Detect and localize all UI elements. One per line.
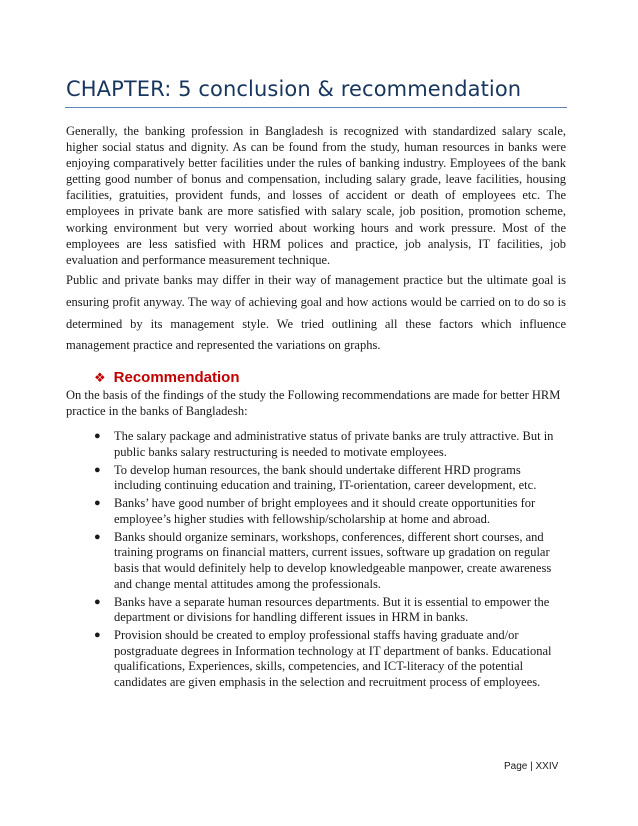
list-item xyxy=(66,595,566,626)
list-item xyxy=(66,463,566,494)
round-bullet-icon: ● xyxy=(94,497,101,510)
list-item-text: Banks should organize seminars, workshops, conferences, different short courses, and training programs on financial matters, current issues, software up gradation on regular basis that would definitely help to develop knowledgeable manpower, create awareness and change mental attitudes among the professionals. xyxy=(114,529,552,591)
recommendation-list xyxy=(66,429,566,693)
diamond-bullet-icon: ❖ xyxy=(94,370,106,385)
round-bullet-icon: ● xyxy=(94,629,101,642)
round-bullet-icon: ● xyxy=(94,595,101,608)
list-item-text: Banks’ have good number of bright employees and it should create opportunities for employee’s higher studies with fellowship/scholarship at home and abroad. xyxy=(114,496,536,526)
list-item xyxy=(66,429,566,460)
round-bullet-icon: ● xyxy=(94,530,101,543)
recommendation-intro: On the basis of the findings of the study the Following recommendations are made for better HRM practice in the banks of Bangladesh: xyxy=(66,388,561,419)
recommendation-heading-label: Recommendation xyxy=(113,369,240,386)
list-item xyxy=(66,530,566,592)
title-underline xyxy=(65,107,567,108)
round-bullet-icon: ● xyxy=(94,430,101,442)
list-item xyxy=(66,496,566,527)
list-item-text: Provision should be created to employ professional staffs having graduate and/or postgraduate degrees in Information technology at IT department of banks. Educational qualifications, Experiences, skills, competencies, and ICT-literacy of the potential candidates are given emphasis in the selection and recruitment process of employees. xyxy=(114,628,552,689)
list-item-text: The salary package and administrative status of private banks are truly attractive. But in public banks salary restructuring is needed to motivate employees. xyxy=(114,429,554,459)
conclusion-paragraph-2: Public and private banks may differ in their way of management practice but the ultimate goal is ensuring profit anyway. The way of achieving goal and how actions would be carried on to do so is determined by its management style. We tried outlining all these factors which influence management practice and represented the variations on graphs. xyxy=(66,273,566,353)
conclusion-paragraph-1: Generally, the banking profession in Bangladesh is recognized with standardized salary scale, higher social status and dignity. As can be found from the study, human resources in banks were enjoying comparatively better facilities under the rules of banking industry. Employees of the bank getting good number of bonus and compensation, including salary grade, leave facilities, housing facilities, gratuities, provident funds, and losses of accident or death of employees etc. The employees in private bank are more satisfied with salary scale, job position, promotion scheme, working environment but very worried about working hours and work pressure. Most of the employees are less satisfied with HRM polices and practice, job analysis, IT facilities, job evaluation and performance measurement technique. xyxy=(66,124,566,267)
list-item xyxy=(66,628,566,690)
recommendation-heading xyxy=(94,368,240,388)
round-bullet-icon: ● xyxy=(94,463,101,476)
page-number: Page | XXIV xyxy=(504,761,559,772)
chapter-title: CHAPTER: 5 conclusion & recommendation xyxy=(66,77,522,101)
list-item-text: To develop human resources, the bank should undertake different HRD programs including continuing education and training, IT-orientation, career development, etc. xyxy=(114,462,537,493)
list-item-text: Banks have a separate human resources departments. But it is essential to empower the department or divisions for handling different issues in HRM in banks. xyxy=(114,594,550,625)
